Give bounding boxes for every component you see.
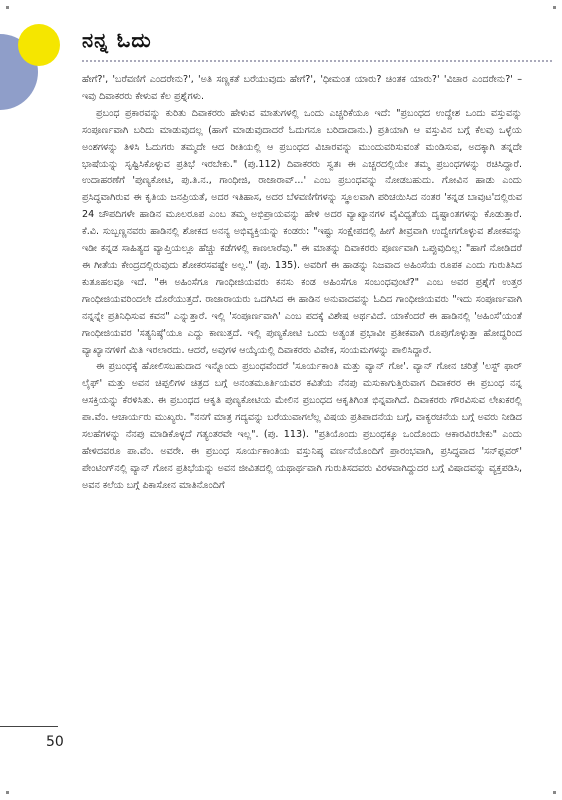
paragraph-continuation: ಹೇಗೆ?', 'ಬರೆವಣಿಗೆ ಎಂದರೇನು?', 'ಅತಿ ಸಣ್ಣಕತೆ ಬರೆಯುವುದು ಹೇಗೆ?', 'ಧೀಮಂತ ಯಾರು? ಚಿಂತಕ ಯಾರು?' 'ವಿಚಾರ ಎಂದರೇನು?' – ಇವು ದಿವಾಕರರು ಕೇಳುವ ಕೆಲ ಪ್ರಶ್ನೆಗಳು. [82, 74, 522, 102]
page-number: 50 [46, 734, 64, 750]
header-dotted-rule [82, 60, 552, 62]
crop-mark-top-left [6, 6, 9, 9]
crop-mark-bottom-right [553, 791, 556, 794]
paragraph-essay-form: ಪ್ರಬಂಧ ಪ್ರಕಾರವನ್ನು ಕುರಿತು ದಿವಾಕರರು ಹೇಳುವ ಮಾತುಗಳಲ್ಲಿ ಒಂದು ಎಚ್ಚರಿಕೆಯೂ ಇದೆ: "ಪ್ರಬಂಧದ ಉದ್ದೇಶ ಒಂದು ವಸ್ತುವನ್ನು ಸಂಪೂರ್ಣವಾಗಿ ಬರಿದು ಮಾಡುವುದಲ್ಲ (ಹಾಗೆ ಮಾಡುವುದಾದರೆ ಓದುಗನೂ ಬರಿದಾದಾನು.) ಪ್ರತಿಯಾಗಿ ಆ ವಸ್ತುವಿನ ಬಗ್ಗೆ ಕೆಲವು ಒಳ್ಳೆಯ ಅಂಶಗಳನ್ನು ತಿಳಿಸಿ ಓದುಗರು ತಮ್ಮದೇ ಆದ ರೀತಿಯಲ್ಲಿ ಆ ಪ್ರಬಂಧದ ವಿಚಾರವನ್ನು ಮುಂದುವರಿಸುವಂತೆ ಮಂಡಿಸುವ, ಅದಕ್ಕಾಗಿ ತನ್ನದೇ ಭಾಷೆಯನ್ನು ಸೃಷ್ಟಿಸಿಕೊಳ್ಳುವ ಪ್ರತಿಭೆ ಇರಬೇಕು." (ಪು.112) ದಿವಾಕರರು ಸ್ವತಃ ಈ ಎಚ್ಚರದಲ್ಲಿಯೇ ತಮ್ಮ ಪ್ರಬಂಧಗಳನ್ನು ರಚಿಸಿದ್ದಾರೆ. ಉದಾಹರಣೆಗೆ 'ಪುಣ್ಯಕೋಟಿ, ಪು.ತಿ.ನ., ಗಾಂಧೀಜಿ, ರಾಜಾರಾವ್...' ಎಂಬ ಪ್ರಬಂಧವನ್ನು ನೋಡಬಹುದು. ಗೋವಿನ ಹಾಡು ಎಂದು ಪ್ರಸಿದ್ಧವಾಗಿರುವ ಈ ಕೃತಿಯ ಜನಪ್ರಿಯತೆ, ಅದರ ಇತಿಹಾಸ, ಅದರ ಬೆಳವಣಿಗೆಗಳನ್ನು ಸ್ಥೂಲವಾಗಿ ಪರಿಚಯಿಸಿದ ನಂತರ 'ಕನ್ನಡ ಬಾವುಟ'ದಲ್ಲಿರುವ 24 ಚೌಪದಿಗಳೇ ಹಾಡಿನ ಮೂಲರೂಪ ಎಂಬ ತಮ್ಮ ಅಭಿಪ್ರಾಯವನ್ನು ಹೇಳಿ ಅದರ ವ್ಯಾಖ್ಯಾನಗಳ ವೈವಿಧ್ಯತೆಯ ದೃಷ್ಟಾಂತಗಳನ್ನು ಕೊಡುತ್ತಾರೆ. ಕೆ.ವಿ. ಸುಬ್ಬಣ್ಣನವರು ಹಾಡಿನಲ್ಲಿ ಶೋಕದ ಅನನ್ಯ ಅಭಿವ್ಯಕ್ತಿಯನ್ನು ಕಂಡರು: "ಇಷ್ಟು ಸಂಕ್ಷೇಪದಲ್ಲಿ ಹೀಗೆ ತೀವ್ರವಾಗಿ ಉದ್ವೇಗಗೊಳ್ಳುವ ಶೋಕವನ್ನು ಇಡೀ ಕನ್ನಡ ಸಾಹಿತ್ಯದ ವ್ಯಾಪ್ತಿಯಲ್ಲೂ ಹೆಚ್ಚು ಕಡೆಗಳಲ್ಲಿ ಕಾಣಲಾರೆವು." ಈ ಮಾತನ್ನು ದಿವಾಕರರು ಪೂರ್ಣವಾಗಿ ಒಪ್ಪುವುದಿಲ್ಲ: "ಹಾಗೆ ನೋಡಿದರೆ ಈ ಗೀತೆಯ ಕೇಂದ್ರದಲ್ಲಿರುವುದು ಶೋಕರಸವಷ್ಟೇ ಅಲ್ಲ." (ಪು. 135). ಅವರಿಗೆ ಈ ಹಾಡನ್ನು ನಿಜವಾದ ಅಹಿಂಸೆಯ ರೂಪಕ ಎಂದು ಗುರುತಿಸಿದ ಕುತೂಹಲವೂ ಇದೆ. "ಈ ಅಹಿಂಸೆಗೂ ಗಾಂಧೀಜಿಯವರು ಕನಸು ಕಂಡ ಅಹಿಂಸೆಗೂ ಸಂಬಂಧವುಂಟೆ?" ಎಂಬ ಅವರ ಪ್ರಶ್ನೆಗೆ ಉತ್ತರ ಗಾಂಧೀಜಿಯವರಿಂದಲೇ ದೊರೆಯುತ್ತದೆ. ರಾಜಾರಾಯರು ಒದಗಿಸಿದ ಈ ಹಾಡಿನ ಅನುವಾದವನ್ನು ಓದಿದ ಗಾಂಧೀಜಿಯವರು "ಇದು ಸಂಪೂರ್ಣವಾಗಿ ನನ್ನನ್ನೇ ಪ್ರತಿನಿಧಿಸುವ ಕವನ" ಎನ್ನುತ್ತಾರೆ. ಇಲ್ಲಿ 'ಸಂಪೂರ್ಣವಾಗಿ' ಎಂಬ ಪದಕ್ಕೆ ವಿಶೇಷ ಅರ್ಥವಿದೆ. ಯಾಕೆಂದರೆ ಈ ಹಾಡಿನಲ್ಲಿ 'ಅಹಿಂಸೆ'ಯಂತೆ ಗಾಂಧೀಜಿಯವರ 'ಸತ್ಯನಿಷ್ಠೆ'ಯೂ ಎದ್ದು ಕಾಣುತ್ತದೆ. ಇಲ್ಲಿ ಪುಣ್ಯಕೋಟಿ ಒಂದು ಅತ್ಯಂತ ಪ್ರಭಾವೀ ಪ್ರತೀಕವಾಗಿ ರೂಪುಗೊಳ್ಳುತ್ತಾ ಹೋದ್ದರಿಂದ ವ್ಯಾಖ್ಯಾನಗಳಿಗೆ ಮಿತಿ ಇರಲಾರದು. ಆದರೆ, ಅವುಗಳ ಆಯ್ಕೆಯಲ್ಲಿ ದಿವಾಕರರು ವಿವೇಕ, ಸಂಯಮಗಳನ್ನು ಪಾಲಿಸಿದ್ದಾರೆ. [82, 107, 522, 356]
paragraph-sunflower-van-gogh: ಈ ಪ್ರಬಂಧಕ್ಕೆ ಹೋಲಿಸಬಹುದಾದ ಇನ್ನೊಂದು ಪ್ರಬಂಧವೆಂದರೆ 'ಸೂರ್ಯಕಾಂತಿ ಮತ್ತು ವ್ಯಾನ್ ಗೋ'. ವ್ಯಾನ್ ಗೋನ ಚರಿತ್ರೆ 'ಲಸ್ಟ್ ಫಾರ್ ಲೈಫ್' ಮತ್ತು ಅವನ ಚಿಪ್ಪಲಿಗಳ ಚಿತ್ರದ ಬಗ್ಗೆ ಅನಂತಮೂರ್ತಿಯವರ ಕವಿತೆಯ ನೆನಪು ಮಸುಕಾಗುತ್ತಿರುವಾಗ ದಿವಾಕರರ ಈ ಪ್ರಬಂಧ ನನ್ನ ಆಸಕ್ತಿಯನ್ನು ಕೆರಳಿಸಿತು. ಈ ಪ್ರಬಂಧದ ಆಕೃತಿ ಪುಣ್ಯಕೋಟಿಯ ಮೇಲಿನ ಪ್ರಬಂಧದ ಆಕೃತಿಗಿಂತ ಭಿನ್ನವಾಗಿದೆ. ದಿವಾಕರರು ಗೌರವಿಸುವ ಲೇಖಕರಲ್ಲಿ ಪಾ.ವೆಂ. ಆಚಾರ್ಯರು ಮುಖ್ಯರು. "ನನಗೆ ಮಾತ್ರ ಗದ್ಯವನ್ನು ಬರೆಯುವಾಗಲೆಲ್ಲ ವಿಷಯ ಪ್ರತಿಪಾದನೆಯ ಬಗ್ಗೆ, ವಾಕ್ಯರಚನೆಯ ಬಗ್ಗೆ ಅವರು ನೀಡಿದ ಸಲಹೆಗಳನ್ನು ನೆನಪು ಮಾಡಿಕೊಳ್ಳದೆ ಗತ್ಯಂತರವೇ ಇಲ್ಲ". (ಪು. 113). "ಪ್ರತಿಯೊಂದು ಪ್ರಬಂಧಕ್ಕೂ ಒಂದೊಂದು ಆಕಾರವಿರಬೇಕು" ಎಂದು ಹೇಳಿದವರೂ ಪಾ.ವೆಂ. ಅವರೇ. ಈ ಪ್ರಬಂಧ ಸೂರ್ಯಕಾಂತಿಯ ವಸ್ತುನಿಷ್ಠ ವರ್ಣನೆಯೊಂದಿಗೆ ಪ್ರಾರಂಭವಾಗಿ, ಪ್ರಸಿದ್ಧವಾದ 'ಸನ್‌ಫ್ಲವರ್' ಪೇಂಟಿಂಗ್‌ನಲ್ಲಿ ವ್ಯಾನ್ ಗೋನ ಪ್ರತಿಭೆಯನ್ನು ಅವನ ಜೀವಿತದಲ್ಲಿ ಯಥಾರ್ಥವಾಗಿ ಗುರುತಿಸದವರು ವಿರಳವಾಗಿದ್ದುದರ ಬಗ್ಗೆ ವಿಷಾದವನ್ನು ವ್ಯಕ್ತಪಡಿಸಿ, ಅವನ ಕಲೆಯ ಬಗ್ಗೆ ಪಿಕಾಸೋನ ಮಾತಿನೊಂದಿಗೆ [82, 361, 522, 491]
crop-mark-top-right [553, 6, 556, 9]
page-header-title: ನನ್ನ ಓದು [82, 28, 152, 52]
crop-mark-bottom-left [6, 791, 9, 794]
footer-rule [0, 726, 58, 727]
decorative-yellow-circle [18, 24, 60, 66]
article-body [82, 72, 522, 495]
